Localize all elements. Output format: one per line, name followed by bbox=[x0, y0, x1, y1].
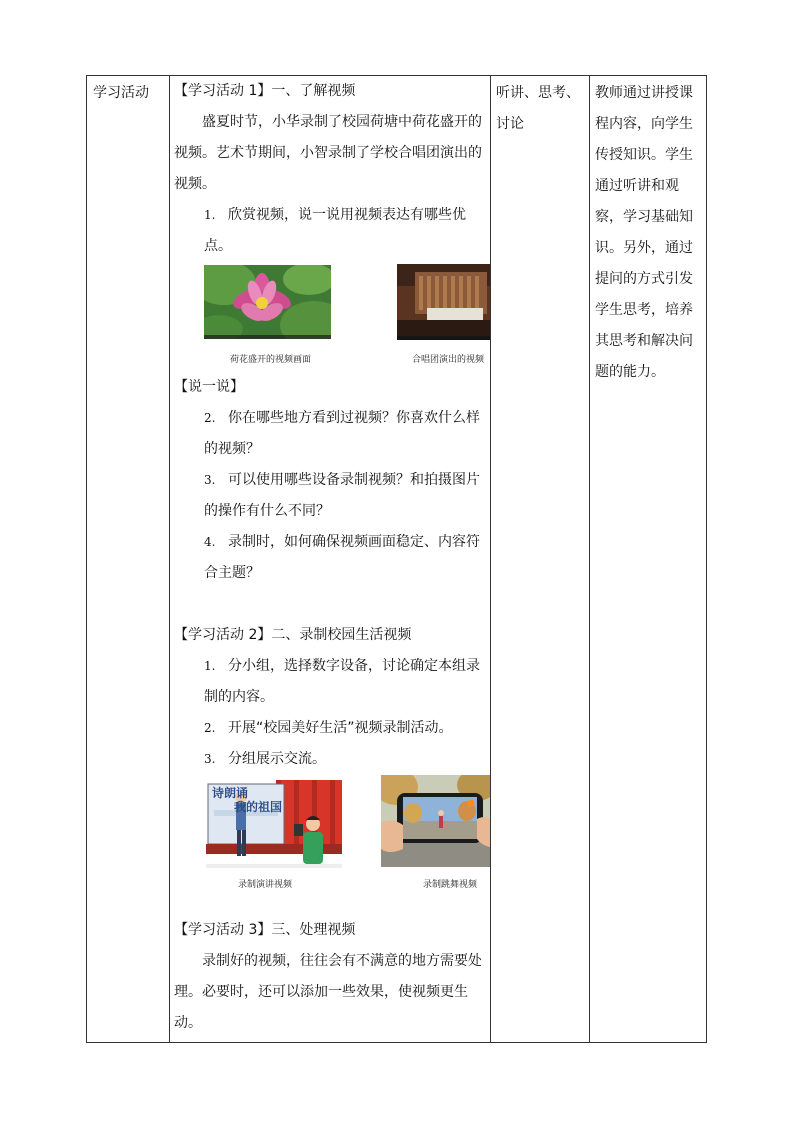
activity1-heading: 【学习活动 1】一、了解视频 bbox=[174, 83, 356, 99]
activity1-intro: 盛夏时节，小华录制了校园荷塘中荷花盛开的视频。艺术节期间，小智录制了学校合唱团演出的视频。 bbox=[174, 114, 482, 192]
discuss-heading: 【说一说】 bbox=[174, 379, 244, 395]
column-divider bbox=[169, 76, 170, 1042]
activity2-heading: 【学习活动 2】二、录制校园生活视频 bbox=[174, 627, 412, 643]
teaching-content bbox=[174, 76, 490, 1039]
activity2-item1: 1. 分小组，选择数字设备，讨论确定本组录制的内容。 bbox=[204, 658, 480, 705]
dance-recording-image bbox=[381, 775, 490, 867]
activity1-item1: 1. 欣赏视频，说一说用视频表达有哪些优点。 bbox=[204, 207, 466, 254]
activity1-item3: 3. 可以使用哪些设备录制视频？和拍摄图片的操作有什么不同？ bbox=[204, 472, 480, 519]
speech-recording-image bbox=[206, 780, 342, 868]
activity2-item3: 3. 分组展示交流。 bbox=[204, 751, 326, 767]
column-divider bbox=[490, 76, 491, 1042]
dance-caption: 录制跳舞视频 bbox=[423, 880, 478, 890]
activity1-item2: 2. 你在哪些地方看到过视频？你喜欢什么样的视频？ bbox=[204, 410, 480, 457]
poster-line2: 我的祖国 bbox=[234, 800, 283, 814]
activity2-images bbox=[174, 775, 490, 915]
lotus-video-image bbox=[204, 265, 331, 339]
activity3-text: 录制好的视频，往往会有不满意的地方需要处理。必要时，还可以添加一些效果，使视频更生动。 bbox=[174, 953, 482, 1031]
activity3-heading: 【学习活动 3】三、处理视频 bbox=[174, 922, 356, 938]
column-divider bbox=[589, 76, 590, 1042]
student-activity: 听讲、思考、讨论 bbox=[496, 85, 580, 132]
design-intent: 教师通过讲授课程内容，向学生传授知识。学生通过听讲和观察，学习基础知识。另外，通过提问的方式引发学生思考，培养其思考和解决问题的能力。 bbox=[595, 85, 693, 380]
row-label: 学习活动 bbox=[93, 85, 149, 101]
activity1-images bbox=[174, 262, 490, 372]
choir-video-image bbox=[397, 264, 490, 340]
lotus-caption: 荷花盛开的视频画面 bbox=[230, 355, 312, 365]
poster-line1: 诗朗诵 bbox=[212, 786, 249, 800]
speech-caption: 录制演讲视频 bbox=[238, 880, 293, 890]
lesson-table bbox=[86, 75, 707, 1043]
activity1-item4: 4. 录制时，如何确保视频画面稳定、内容符合主题？ bbox=[204, 534, 480, 581]
choir-caption: 合唱团演出的视频 bbox=[412, 355, 485, 365]
activity2-item2: 2. 开展“校园美好生活”视频录制活动。 bbox=[204, 720, 453, 736]
